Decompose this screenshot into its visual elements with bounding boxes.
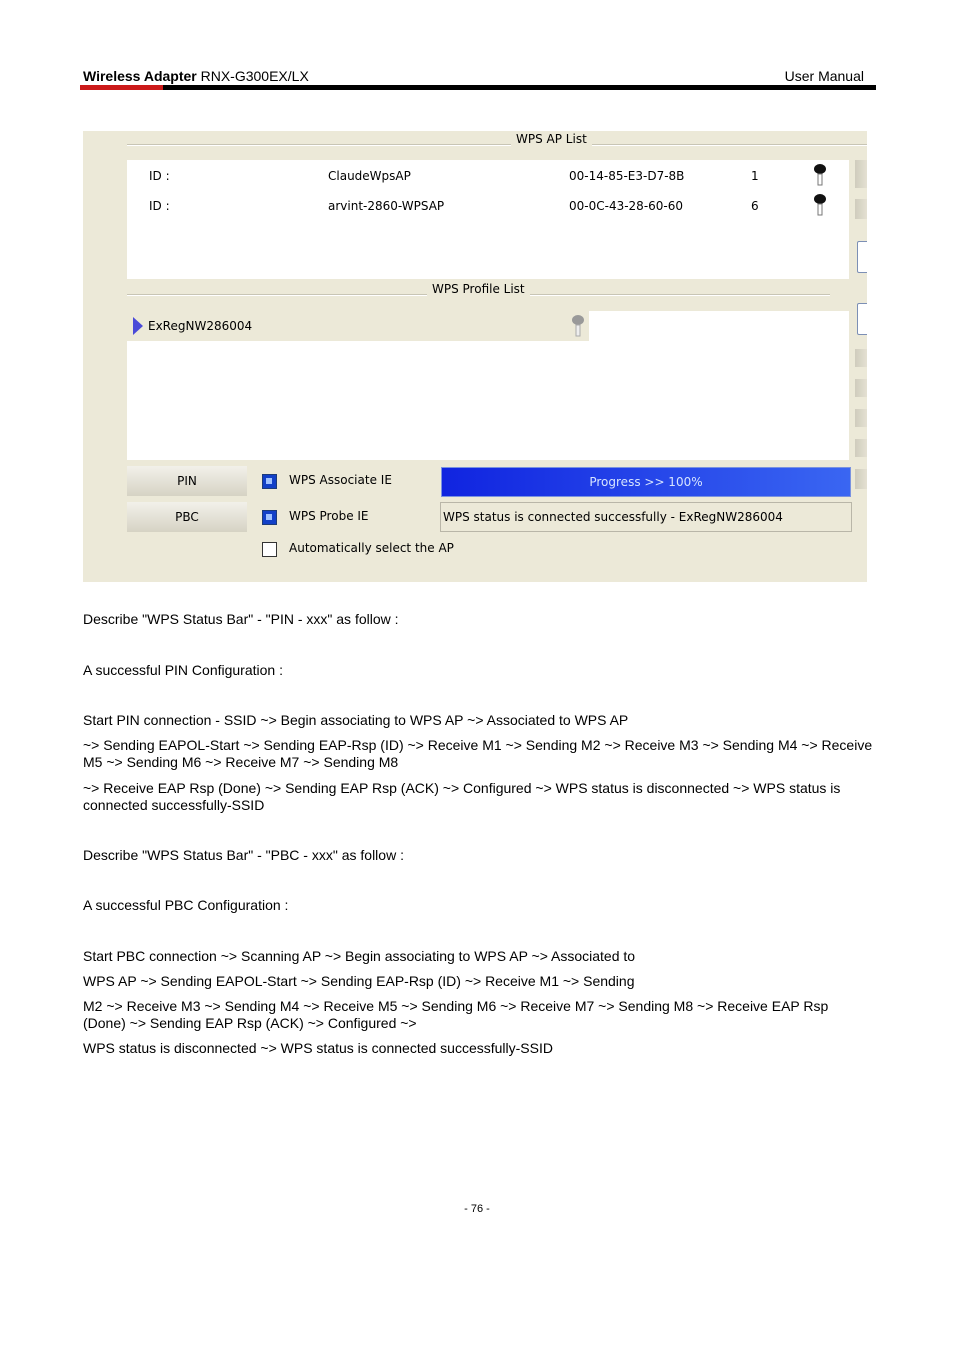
ap-list-group-line <box>127 144 867 146</box>
pbc-sequence-line: Start PBC connection ~> Scanning AP ~> Begin associating to WPS AP ~> Associated to <box>83 948 636 964</box>
pbc-sequence-line: WPS AP ~> Sending EAPOL-Start ~> Sending EAP-Rsp (ID) ~> Receive M1 ~> Sending <box>83 973 635 989</box>
selected-arrow-icon <box>133 317 143 335</box>
ap-row-channel: 1 <box>751 169 759 183</box>
pbc-sequence-line: WPS status is disconnected ~> WPS status is connected successfully-SSID <box>83 1040 553 1056</box>
side-button[interactable] <box>855 409 867 427</box>
wps-progress-bar: Progress >> 100% <box>441 467 851 497</box>
pin-sequence-line: ~> Receive EAP Rsp (Done) ~> Sending EAP Rsp (ACK) ~> Configured ~> WPS status is disconnected ~> WPS status is connected successfully-SSID <box>83 780 841 813</box>
ap-row-ssid[interactable]: arvint-2860-WPSAP <box>328 199 445 213</box>
pin-success-heading: A successful PIN Configuration : <box>83 662 283 678</box>
profile-name: ExRegNW286004 <box>148 319 253 333</box>
wps-screenshot <box>83 131 867 582</box>
pbc-status-description: Describe "WPS Status Bar" - "PBC - xxx" as follow : <box>83 847 404 863</box>
ap-row-channel: 6 <box>751 199 759 213</box>
pin-button[interactable]: PIN <box>127 466 247 496</box>
wps-associate-ie-label: WPS Associate IE <box>289 473 392 487</box>
profile-list-title: WPS Profile List <box>427 282 530 296</box>
auto-select-ap-checkbox[interactable] <box>262 542 277 557</box>
side-button[interactable] <box>855 469 867 489</box>
ap-row-id-label: ID : <box>149 199 170 213</box>
ap-list-title: WPS AP List <box>511 132 592 146</box>
side-button[interactable] <box>855 160 867 188</box>
doc-header-left <box>83 68 309 84</box>
ap-row-id-label: ID : <box>149 169 170 183</box>
key-icon <box>571 315 585 337</box>
wps-probe-ie-checkbox[interactable] <box>262 510 277 525</box>
profile-list-item[interactable] <box>127 311 589 341</box>
side-field[interactable] <box>857 241 867 273</box>
pbc-sequence-line: M2 ~> Receive M3 ~> Sending M4 ~> Receive M5 ~> Sending M6 ~> Receive M7 ~> Sending M8 ~> Receive EAP Rsp (Done) ~> Sending EAP Rsp (ACK) ~> Configured ~> <box>83 998 829 1031</box>
pbc-success-heading: A successful PBC Configuration : <box>83 897 289 913</box>
wps-probe-ie-label: WPS Probe IE <box>289 509 369 523</box>
page-number: - 76 - <box>464 1203 490 1215</box>
header-rule-accent <box>80 85 163 90</box>
auto-select-ap-label: Automatically select the AP <box>289 541 454 555</box>
wps-associate-ie-checkbox[interactable] <box>262 474 277 489</box>
side-button[interactable] <box>855 199 867 219</box>
side-button[interactable] <box>855 349 867 367</box>
header-rule <box>80 85 876 90</box>
pin-status-description: Describe "WPS Status Bar" - "PIN - xxx" as follow : <box>83 611 399 627</box>
ap-row-ssid[interactable]: ClaudeWpsAP <box>328 169 411 183</box>
wps-status-bar: WPS status is connected successfully - ExRegNW286004 <box>440 502 852 532</box>
key-icon <box>813 164 827 186</box>
side-button[interactable] <box>855 439 867 457</box>
header-manual: User Manual <box>784 68 864 84</box>
key-icon <box>813 194 827 216</box>
ap-row-bssid: 00-14-85-E3-D7-8B <box>569 169 685 183</box>
pin-sequence-line: ~> Sending EAPOL-Start ~> Sending EAP-Rsp (ID) ~> Receive M1 ~> Sending M2 ~> Receive M3 ~> Sending M4 ~> Receive M5 ~> Sending M6 ~> Receive M7 ~> Sending M8 <box>83 737 873 770</box>
ap-row-bssid: 00-0C-43-28-60-60 <box>569 199 684 213</box>
side-field[interactable] <box>857 303 867 335</box>
pin-sequence-line: Start PIN connection - SSID ~> Begin associating to WPS AP ~> Associated to WPS AP <box>83 712 629 728</box>
header-model: RNX-G300EX/LX <box>200 68 309 84</box>
header-product: Wireless Adapter <box>83 68 197 84</box>
ap-list-box[interactable] <box>127 160 849 279</box>
pbc-button[interactable]: PBC <box>127 502 247 532</box>
side-button[interactable] <box>855 379 867 397</box>
